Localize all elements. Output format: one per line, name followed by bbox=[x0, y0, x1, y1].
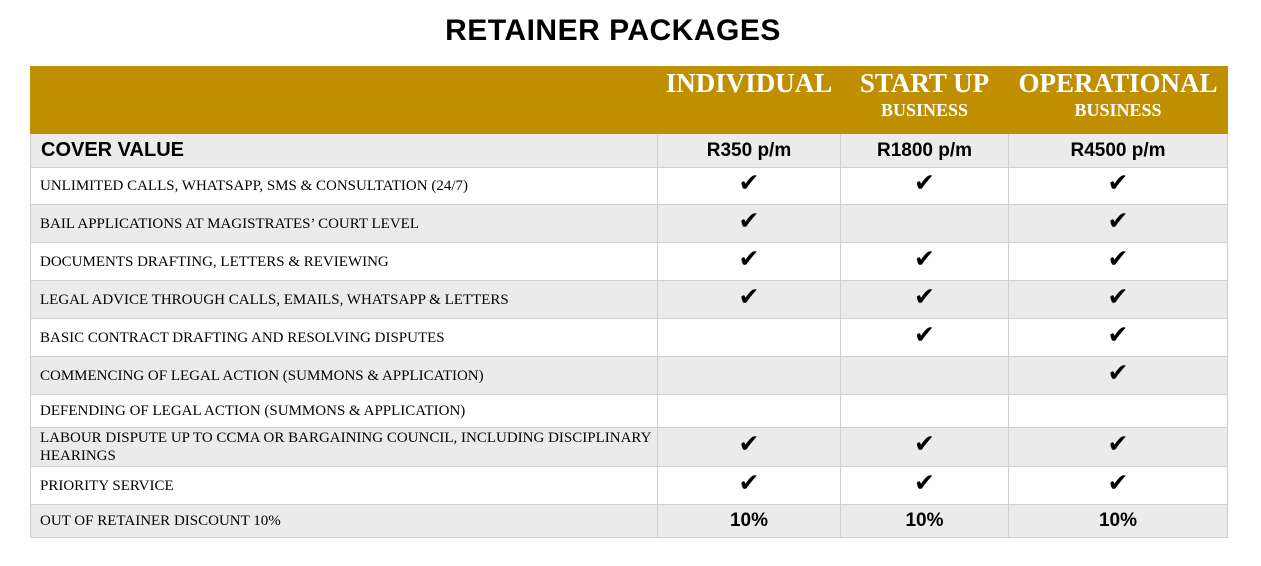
feature-row bbox=[31, 395, 1228, 428]
plan-name: OPERATIONAL bbox=[1018, 68, 1218, 98]
checkmark-icon: ✔ bbox=[914, 467, 935, 497]
checkmark-icon: ✔ bbox=[738, 467, 760, 497]
feature-cell-operational bbox=[1009, 467, 1228, 505]
feature-label: PRIORITY SERVICE bbox=[31, 467, 658, 505]
plan-subtitle: BUSINESS bbox=[1074, 100, 1162, 120]
feature-cell-operational bbox=[1009, 243, 1228, 281]
checkmark-icon: ✔ bbox=[1107, 429, 1129, 458]
retainer-packages-table bbox=[30, 66, 1228, 538]
feature-cell-individual bbox=[658, 205, 841, 243]
feature-cell-operational bbox=[1009, 428, 1228, 467]
feature-cell-start-up bbox=[841, 467, 1009, 505]
feature-cell-operational bbox=[1009, 205, 1228, 243]
feature-cell-start-up bbox=[841, 319, 1009, 357]
feature-label: COMMENCING OF LEGAL ACTION (SUMMONS & APPLICATION) bbox=[31, 357, 658, 395]
discount-value-operational: 10% bbox=[1009, 505, 1228, 538]
table-header-row bbox=[31, 67, 1228, 134]
feature-cell-individual bbox=[658, 168, 841, 205]
checkmark-icon: ✔ bbox=[738, 281, 760, 311]
feature-label: BASIC CONTRACT DRAFTING AND RESOLVING DISPUTES bbox=[31, 319, 658, 357]
plan-name: START UP bbox=[859, 68, 990, 98]
discount-value-individual: 10% bbox=[658, 505, 841, 538]
checkmark-icon: ✔ bbox=[914, 168, 935, 197]
feature-row bbox=[31, 205, 1228, 243]
feature-row bbox=[31, 243, 1228, 281]
discount-row bbox=[31, 505, 1228, 538]
plan-header-individual bbox=[658, 67, 841, 134]
feature-cell-individual bbox=[658, 467, 841, 505]
checkmark-icon: ✔ bbox=[738, 168, 760, 197]
checkmark-icon: ✔ bbox=[1107, 281, 1129, 311]
feature-cell-start-up bbox=[841, 357, 1009, 395]
checkmark-icon: ✔ bbox=[738, 205, 760, 235]
feature-cell-operational bbox=[1009, 395, 1228, 428]
page-title: RETAINER PACKAGES bbox=[445, 14, 781, 47]
feature-label: DOCUMENTS DRAFTING, LETTERS & REVIEWING bbox=[31, 243, 658, 281]
feature-cell-operational bbox=[1009, 281, 1228, 319]
feature-cell-individual bbox=[658, 281, 841, 319]
checkmark-icon: ✔ bbox=[1107, 243, 1129, 273]
feature-cell-individual bbox=[658, 428, 841, 467]
cover-value-row bbox=[31, 134, 1228, 168]
feature-label: DEFENDING OF LEGAL ACTION (SUMMONS & APPLICATION) bbox=[31, 395, 658, 428]
feature-cell-individual bbox=[658, 319, 841, 357]
feature-row bbox=[31, 281, 1228, 319]
feature-label: LABOUR DISPUTE UP TO CCMA OR BARGAINING COUNCIL, INCLUDING DISCIPLINARY HEARINGS bbox=[31, 428, 658, 467]
feature-row bbox=[31, 428, 1228, 467]
plan-header-start-up bbox=[841, 67, 1009, 134]
checkmark-icon: ✔ bbox=[914, 281, 935, 311]
cover-value-individual: R350 p/m bbox=[658, 134, 841, 168]
feature-row bbox=[31, 357, 1228, 395]
feature-label: UNLIMITED CALLS, WHATSAPP, SMS & CONSULTATION (24/7) bbox=[31, 168, 658, 205]
feature-cell-operational bbox=[1009, 319, 1228, 357]
feature-cell-operational bbox=[1009, 168, 1228, 205]
feature-cell-operational bbox=[1009, 357, 1228, 395]
feature-cell-individual bbox=[658, 357, 841, 395]
checkmark-icon: ✔ bbox=[738, 243, 760, 273]
checkmark-icon: ✔ bbox=[1107, 357, 1129, 387]
cover-value-start-up: R1800 p/m bbox=[841, 134, 1009, 168]
checkmark-icon: ✔ bbox=[914, 243, 935, 273]
checkmark-icon: ✔ bbox=[1107, 168, 1129, 197]
checkmark-icon: ✔ bbox=[738, 429, 760, 458]
feature-label: BAIL APPLICATIONS AT MAGISTRATES’ COURT LEVEL bbox=[31, 205, 658, 243]
feature-cell-start-up bbox=[841, 428, 1009, 467]
plan-name: INDIVIDUAL bbox=[665, 68, 833, 98]
checkmark-icon: ✔ bbox=[1107, 467, 1129, 497]
checkmark-icon: ✔ bbox=[914, 429, 935, 458]
feature-cell-start-up bbox=[841, 205, 1009, 243]
cover-value-label: COVER VALUE bbox=[31, 134, 658, 168]
checkmark-icon: ✔ bbox=[1107, 205, 1129, 235]
cover-value-operational: R4500 p/m bbox=[1009, 134, 1228, 168]
feature-cell-start-up bbox=[841, 281, 1009, 319]
checkmark-icon: ✔ bbox=[914, 319, 935, 349]
feature-cell-individual bbox=[658, 395, 841, 428]
plan-subtitle: BUSINESS bbox=[880, 100, 969, 120]
feature-row bbox=[31, 319, 1228, 357]
header-blank-cell bbox=[31, 67, 658, 134]
plan-header-operational bbox=[1009, 67, 1228, 134]
feature-row bbox=[31, 467, 1228, 505]
feature-cell-individual bbox=[658, 243, 841, 281]
feature-cell-start-up bbox=[841, 243, 1009, 281]
checkmark-icon: ✔ bbox=[1107, 319, 1129, 349]
feature-cell-start-up bbox=[841, 168, 1009, 205]
feature-cell-start-up bbox=[841, 395, 1009, 428]
feature-label: LEGAL ADVICE THROUGH CALLS, EMAILS, WHATSAPP & LETTERS bbox=[31, 281, 658, 319]
feature-row bbox=[31, 168, 1228, 205]
discount-value-start-up: 10% bbox=[841, 505, 1009, 538]
discount-label: OUT OF RETAINER DISCOUNT 10% bbox=[31, 505, 658, 538]
